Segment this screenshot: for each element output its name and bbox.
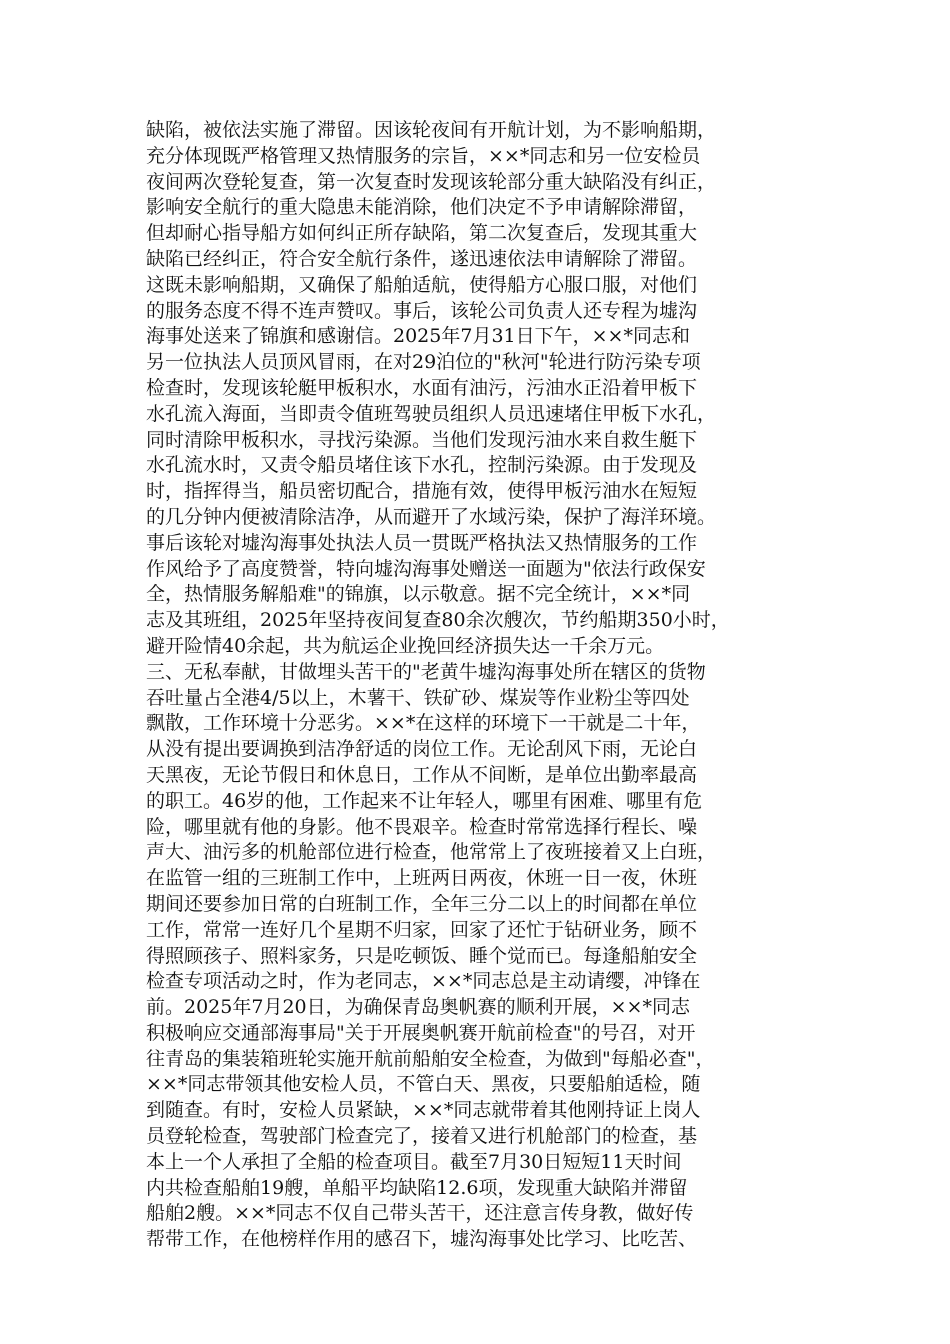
text-line: 飘散，工作环境十分恶劣。××*在这样的环境下一干就是二十年， [146, 712, 701, 735]
text-line: 志及其班组，2025年坚持夜间复查80余次艘次，节约船期350小时， [146, 609, 730, 632]
text-line: 声大、油污多的机舱部位进行检查，他常常上了夜班接着又上白班， [146, 841, 717, 864]
text-line: 帮带工作，在他榜样作用的感召下，墟沟海事处比学习、比吃苦、 [146, 1228, 698, 1251]
text-line: 船舶2艘。××*同志不仅自己带头苦干，还注意言传身教，做好传 [146, 1202, 694, 1225]
text-line: 的服务态度不得不连声赞叹。事后，该轮公司负责人还专程为墟沟 [146, 299, 698, 322]
text-line: 另一位执法人员顶风冒雨，在对29泊位的"秋河"轮进行防污染专项 [146, 351, 701, 374]
text-line: 缺陷，被依法实施了滞留。因该轮夜间有开航计划，为不影响船期， [146, 119, 717, 141]
text-line: 往青岛的集装箱班轮实施开航前船舶安全检查，为做到"每船必查"， [146, 1047, 715, 1070]
text-line: 全，热情服务解船难"的锦旗，以示敬意。据不完全统计，××*同 [146, 583, 691, 606]
text-line: 水孔流入海面，当即责令值班驾驶员组织人员迅速堵住甲板下水孔， [146, 402, 717, 425]
text-line: 本上一个人承担了全船的检查项目。截至7月30日短短11天时间 [146, 1150, 682, 1173]
text-line: 险，哪里就有他的身影。他不畏艰辛。检查时常常选择行程长、噪 [146, 815, 698, 838]
text-line: 事后该轮对墟沟海事处执法人员一贯既严格执法又热情服务的工作 [146, 531, 698, 554]
text-line: 夜间两次登轮复查，第一次复查时发现该轮部分重大缺陷没有纠正， [146, 170, 717, 193]
text-line: 检查时，发现该轮艇甲板积水，水面有油污，污油水正沿着甲板下 [146, 376, 698, 399]
text-line: 天黑夜，无论节假日和休息日，工作从不间断，是单位出勤率最高 [146, 763, 698, 786]
text-line: 的几分钟内便被清除洁净，从而避开了水域污染，保护了海洋环境。 [146, 505, 717, 528]
text-line: 从没有提出要调换到洁净舒适的岗位工作。无论刮风下雨，无论白 [146, 738, 698, 761]
text-line: 海事处送来了锦旗和感谢信。2025年7月31日下午，××*同志和 [146, 325, 690, 348]
document-body [146, 118, 808, 1253]
text-line: 在监管一组的三班制工作中，上班两日两夜，休班一日一夜，休班 [146, 867, 698, 890]
text-line: 到随查。有时，安检人员紧缺，××*同志就带着其他刚持证上岗人 [146, 1099, 701, 1122]
text-line: 影响安全航行的重大隐患未能消除，他们决定不予申请解除滞留， [146, 196, 698, 219]
text-line: 的职工。46岁的他，工作起来不让年轻人，哪里有困难、哪里有危 [146, 789, 703, 812]
text-line: 内共检查船舶19艘，单船平均缺陷12.6项，发现重大缺陷并滞留 [146, 1176, 688, 1199]
text-line: 同时清除甲板积水，寻找污染源。当他们发现污油水来自救生艇下 [146, 428, 698, 451]
text-line: 充分体现既严格管理又热情服务的宗旨，××*同志和另一位安检员 [146, 144, 701, 167]
text-line: 作风给予了高度赞誉，特向墟沟海事处赠送一面题为"依法行政保安 [146, 557, 706, 580]
text-line: 但却耐心指导船方如何纠正所存缺陷，第二次复查后，发现其重大 [146, 222, 698, 245]
text-line: 这既未影响船期，又确保了船舶适航，使得船方心服口服，对他们 [146, 273, 698, 296]
text-line: 三、无私奉献，甘做埋头苦干的"老黄牛墟沟海事处所在辖区的货物 [146, 660, 706, 683]
text-line: 工作，常常一连好几个星期不归家，回家了还忙于钻研业务，顾不 [146, 918, 698, 941]
text-line: 期间还要参加日常的白班制工作，全年三分二以上的时间都在单位 [146, 892, 698, 915]
text-line: 员登轮检查，驾驶部门检查完了，接着又进行机舱部门的检查，基 [146, 1125, 698, 1148]
text-line: 吞吐量占全港4/5以上，木薯干、铁矿砂、煤炭等作业粉尘等四处 [146, 686, 690, 709]
text-line: 避开险情40余起，共为航运企业挽回经济损失达一千余万元。 [146, 634, 665, 657]
text-line: 缺陷已经纠正，符合安全航行条件，遂迅速依法申请解除了滞留。 [146, 247, 698, 270]
text-line: 得照顾孩子、照料家务，只是吃顿饭、睡个觉而已。每逢船舶安全 [146, 944, 698, 967]
text-line: 前。2025年7月20日，为确保青岛奥帆赛的顺利开展，××*同志 [146, 996, 690, 1019]
text-line: 水孔流水时，又责令船员堵住该下水孔，控制污染源。由于发现及 [146, 454, 698, 477]
text-line: 积极响应交通部海事局"关于开展奥帆赛开航前检查"的号召，对开 [146, 1021, 696, 1044]
text-line: 时，指挥得当，船员密切配合，措施有效，使得甲板污油水在短短 [146, 480, 698, 503]
text-line: ××*同志带领其他安检人员，不管白天、黑夜，只要船舶适检，随 [146, 1073, 701, 1096]
text-line: 检查专项活动之时，作为老同志，××*同志总是主动请缨，冲锋在 [146, 970, 701, 993]
